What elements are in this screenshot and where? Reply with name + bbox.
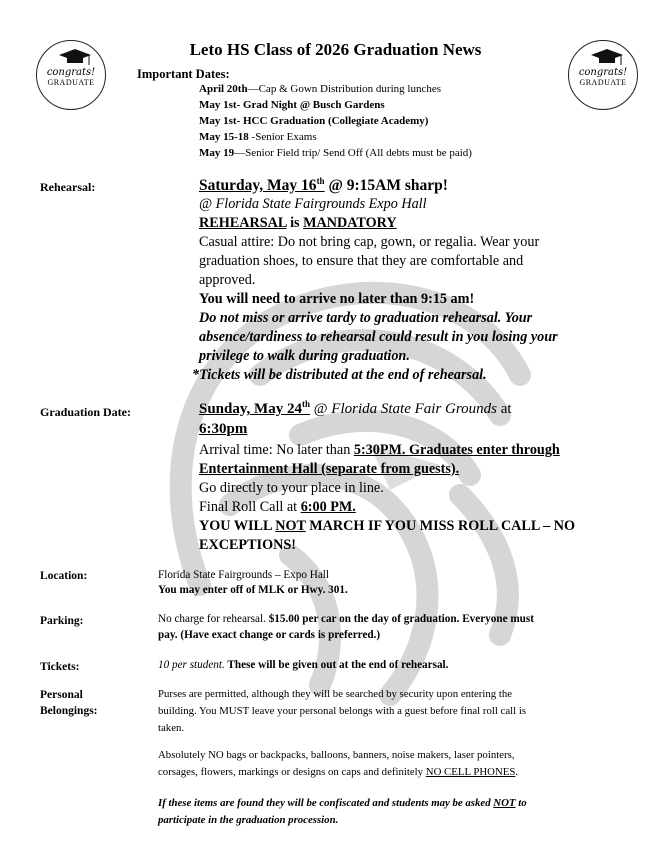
confiscation-warning: If these items are found they will be confiscated and students may be asked NOT to bbox=[158, 797, 527, 809]
march-warning: EXCEPTIONS! bbox=[199, 537, 296, 553]
graduation-label: Graduation Date: bbox=[40, 405, 131, 419]
arrival-notice: You will need to arrive no later than 9:15 am! bbox=[199, 291, 475, 307]
location-text: Florida State Fairgrounds – Expo Hall bbox=[158, 569, 330, 581]
tickets-label: Tickets: bbox=[40, 661, 80, 673]
date-item: May 1st- HCC Graduation (Collegiate Academy) bbox=[199, 115, 429, 127]
parking-label: Parking: bbox=[40, 615, 84, 627]
date-item: May 15-18 -Senior Exams bbox=[199, 131, 317, 143]
belongings-text: taken. bbox=[158, 722, 185, 734]
attire-line: graduation shoes, to ensure that they are comfortable and bbox=[199, 253, 524, 269]
prohibited-items: corsages, flowers, markings or designs on caps and definitely NO CELL PHONES. bbox=[158, 766, 519, 778]
logo-script: congrats! bbox=[46, 67, 96, 78]
date-item: April 20th—Cap & Gown Distribution during lunches bbox=[199, 83, 441, 95]
belongings-label: Personal bbox=[40, 689, 83, 701]
rehearsal-date: Saturday, May 16th @ 9:15AM sharp! bbox=[199, 175, 448, 194]
tardy-warning: privilege to walk during graduation. bbox=[199, 348, 410, 364]
attire-line: Casual attire: Do not bring cap, gown, or regalia. Wear your bbox=[199, 234, 540, 250]
graduation-time: 6:30pm bbox=[199, 421, 248, 437]
rehearsal-place: @ Florida State Fairgrounds Expo Hall bbox=[199, 196, 427, 212]
prohibited-items: Absolutely NO bags or backpacks, balloons, banners, noise makers, laser pointers, bbox=[158, 749, 515, 761]
logo-script: congrats! bbox=[578, 67, 628, 78]
location-entry: You may enter off of MLK or Hwy. 301. bbox=[158, 584, 348, 596]
rehearsal-mandatory: REHEARSAL is MANDATORY bbox=[199, 215, 397, 231]
page-title: Leto HS Class of 2026 Graduation News bbox=[189, 40, 482, 59]
tardy-warning: absence/tardiness to rehearsal could result in you losing your bbox=[199, 329, 558, 345]
date-item: May 19—Senior Field trip/ Send Off (All debts must be paid) bbox=[199, 147, 472, 159]
parking-text: pay. (Have exact change or cards is preferred.) bbox=[158, 629, 381, 641]
march-warning: YOU WILL NOT MARCH IF YOU MISS ROLL CALL – NO bbox=[199, 518, 576, 534]
arrival-time: Arrival time: No later than 5:30PM. Graduates enter through bbox=[199, 442, 560, 458]
belongings-label: Belongings: bbox=[40, 705, 98, 717]
logo-word: GRADUATE bbox=[47, 78, 95, 87]
parking-text: No charge for rehearsal. $15.00 per car on the day of graduation. Everyone must bbox=[158, 613, 534, 625]
tardy-warning: Do not miss or arrive tardy to graduation rehearsal. Your bbox=[199, 310, 533, 326]
logo-word: GRADUATE bbox=[579, 78, 627, 87]
roll-call: Final Roll Call at 6:00 PM. bbox=[199, 499, 356, 515]
belongings-text: building. You MUST leave your personal belongs with a guest before final roll call is bbox=[158, 705, 527, 717]
line-directions: Go directly to your place in line. bbox=[199, 480, 384, 496]
date-item: May 1st- Grad Night @ Busch Gardens bbox=[199, 99, 385, 111]
tickets-notice: *Tickets will be distributed at the end of rehearsal. bbox=[192, 367, 487, 383]
confiscation-warning: participate in the graduation procession. bbox=[158, 814, 339, 826]
important-dates-heading: Important Dates: bbox=[137, 67, 230, 81]
tickets-text: 10 per student. These will be given out at the end of rehearsal. bbox=[158, 659, 449, 671]
graduation-date: Sunday, May 24th @ Florida State Fair Grounds at bbox=[199, 399, 512, 417]
belongings-text: Purses are permitted, although they will be searched by security upon entering the bbox=[158, 688, 513, 700]
attire-line: approved. bbox=[199, 272, 256, 288]
rehearsal-label: Rehearsal: bbox=[40, 180, 96, 194]
location-label: Location: bbox=[40, 570, 88, 582]
arrival-entrance: Entertainment Hall (separate from guests). bbox=[199, 461, 460, 477]
